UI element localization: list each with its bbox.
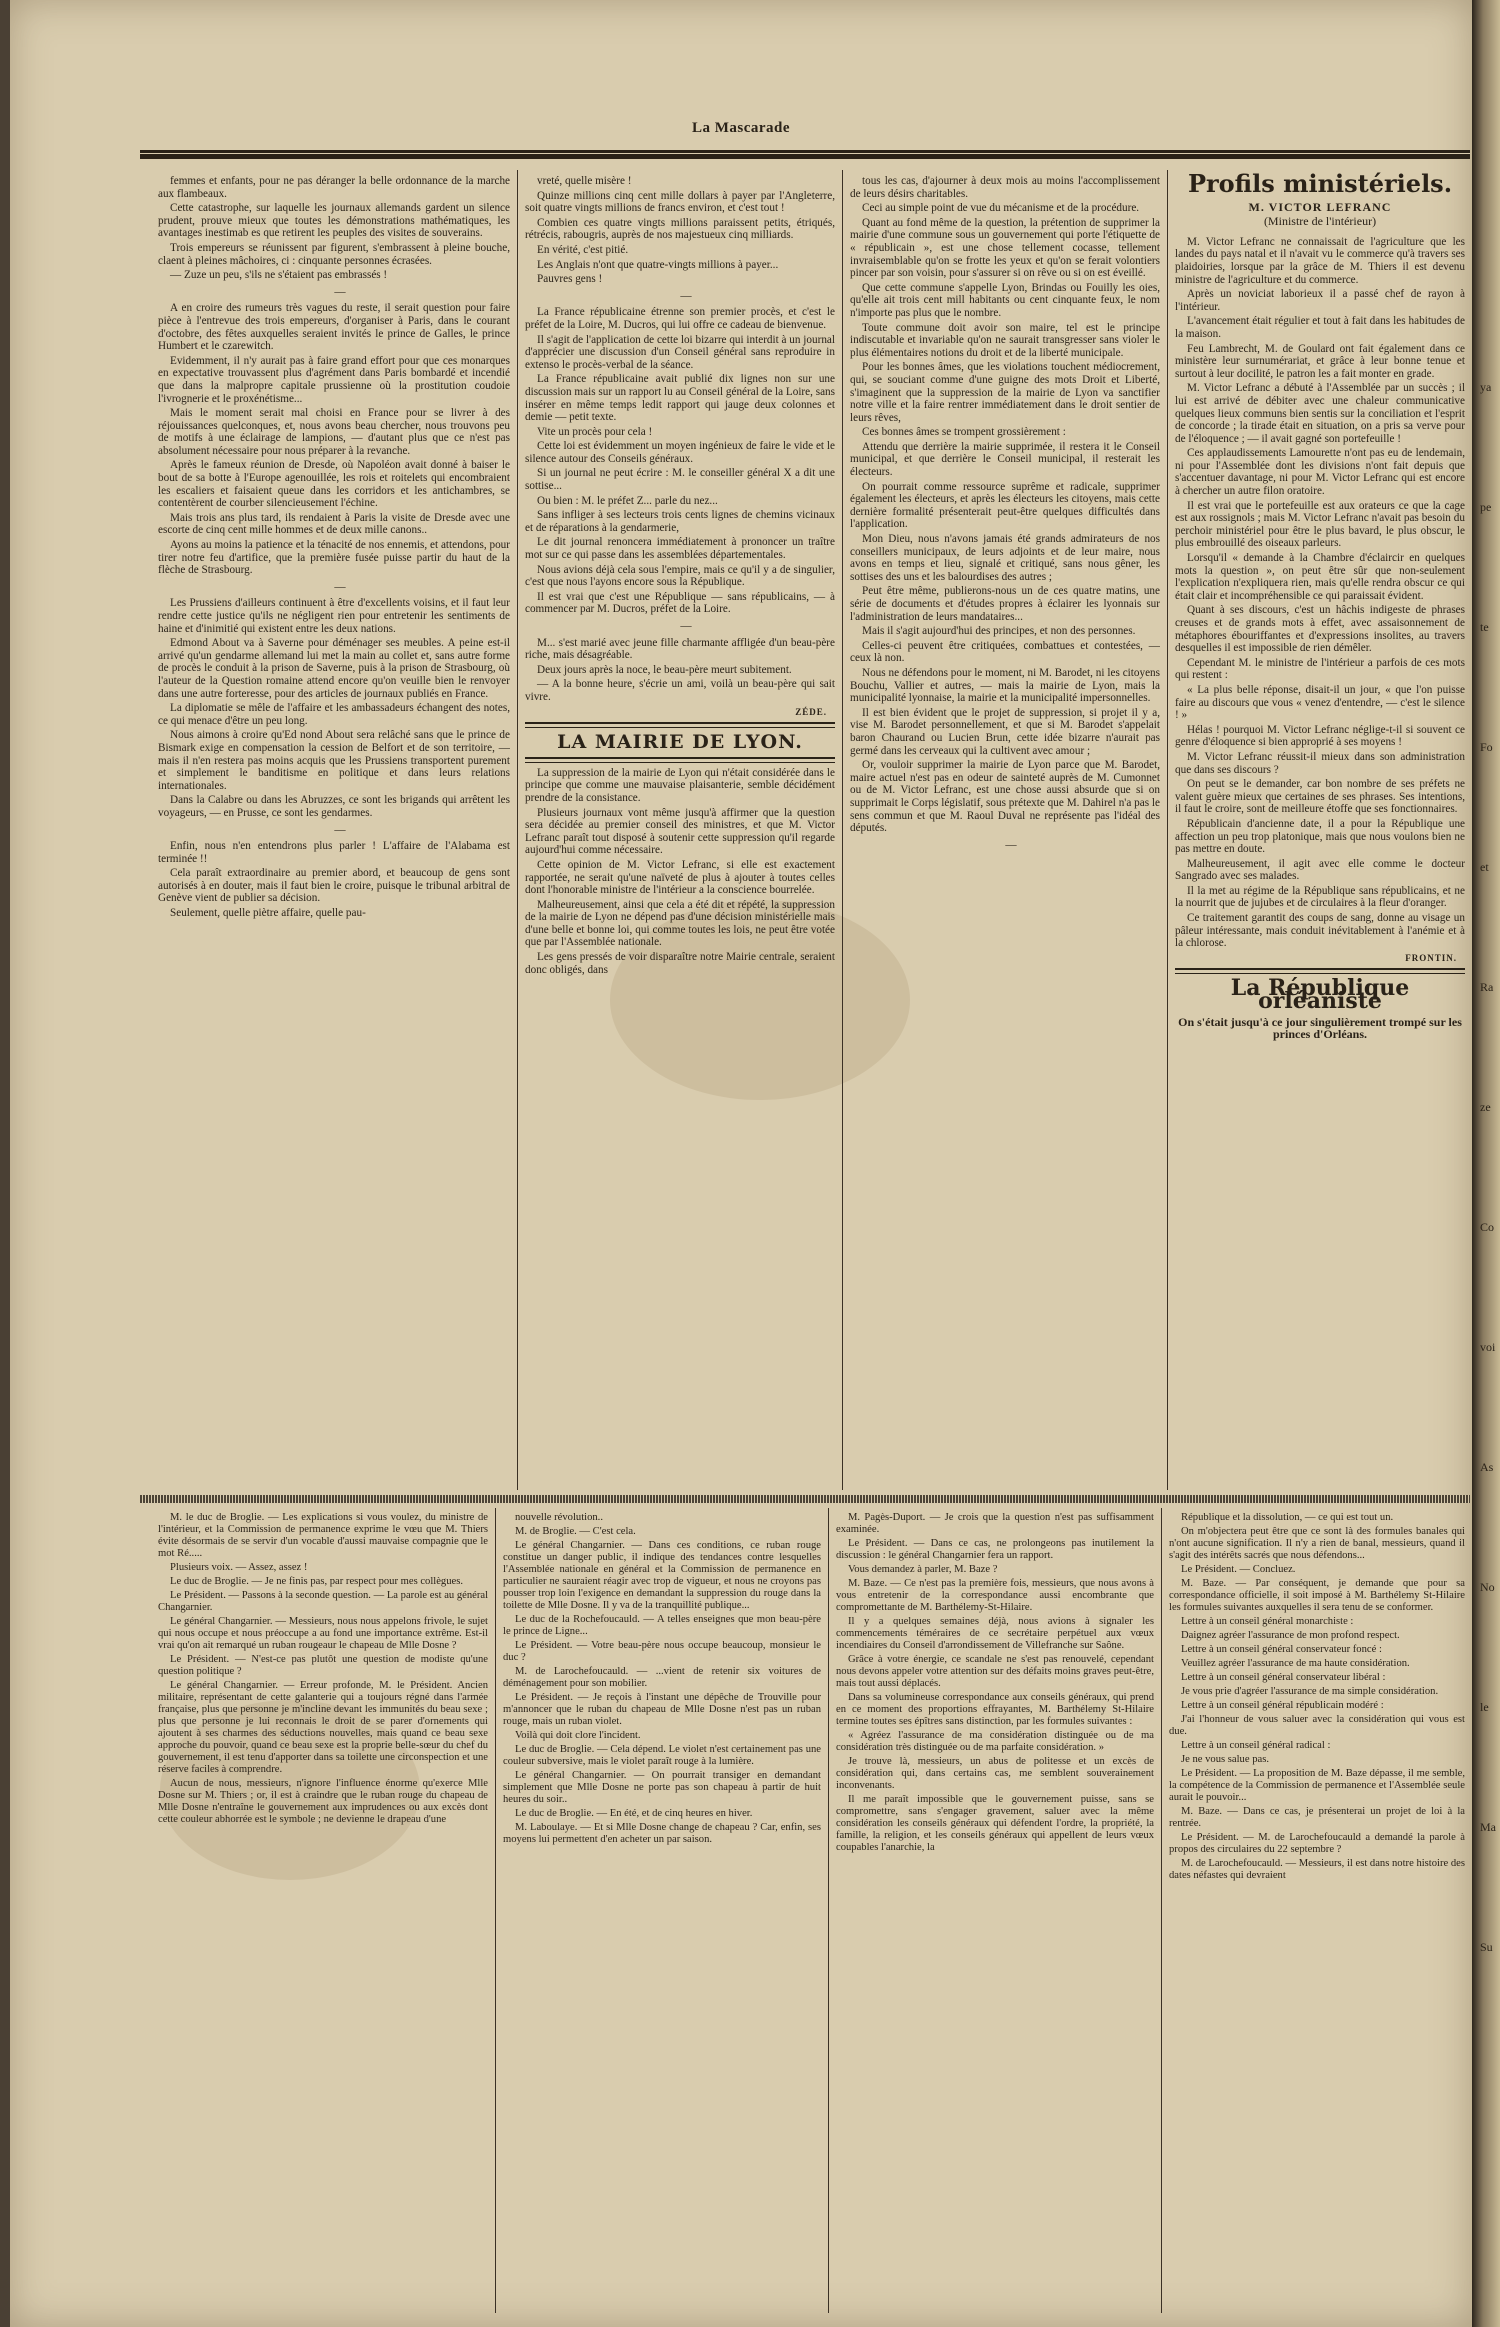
paragraph: Ce traitement garantit des coups de sang, donne au visage un pâleur intéressante, mais conduit inévitablement à l'anémie et à la chlorose.	[1175, 912, 1465, 950]
lower-column-3	[836, 1512, 1154, 2312]
edge-text-fragment: Fo	[1480, 740, 1493, 754]
paragraph: Après le fameux réunion de Dresde, où Napoléon avait donné à baiser le bout de sa botte à l'Europe agenouillée, les rois et roitelets qui encombraient les escaliers et faisaient queue dans les corridors et les antichambres, se contentèrent de courber silencieusement l'échine.	[158, 459, 510, 510]
paragraph: Daignez agréer l'assurance de mon profond respect.	[1181, 1630, 1400, 1641]
paragraph: Le dit journal renoncera immédiatement à prononcer un traître mot sur ce qui passe dans les assemblées départementales.	[525, 536, 835, 562]
newspaper-page	[10, 0, 1472, 2327]
upper-column-4	[1175, 172, 1465, 1487]
masthead: La Mascarade	[691, 120, 791, 136]
paragraph: J'ai l'honneur de vous saluer avec la considération qui vous est due.	[1169, 1714, 1465, 1737]
profile-subject-role: (Ministre de l'intérieur)	[1263, 214, 1377, 229]
paragraph: Vite un procès pour cela !	[537, 425, 653, 438]
paragraph: Lettre à un conseil général radical :	[1181, 1740, 1331, 1751]
lower-column-2	[503, 1512, 821, 2312]
edge-text-fragment: Ra	[1480, 980, 1494, 994]
paragraph: femmes et enfants, pour ne pas déranger la belle ordonnance de la marche aux flambeaux.	[158, 175, 510, 200]
paragraph: Quinze millions cinq cent mille dollars à payer par l'Angleterre, soit quatre vingts millions de francs environ, et c'est tout !	[525, 189, 835, 215]
paragraph: La suppression de la mairie de Lyon qui n'était considérée dans le principe que comme une mauvaise plaisanterie, semble décidément prendre de la consistance.	[525, 766, 835, 804]
paragraph: Mais il s'agit aujourd'hui des principes, et non des personnes.	[862, 625, 1136, 638]
paragraph: Malheureusement, ainsi que cela a été dit et répété, la suppression de la mairie de Lyon ne dépend pas d'une décision ministérielle mais d'une belle et bonne loi, qui comme toutes les lois, ne peut être votée que par l'Assemblée nationale.	[525, 898, 835, 949]
paragraph: Le duc de Broglie. — Cela dépend. Le violet n'est certainement pas une couleur subversive, mais le violet paraît rouge à la lumière.	[503, 1744, 821, 1767]
paragraph: Le Président. — Concluez.	[1181, 1564, 1296, 1575]
paragraph: On pourrait comme ressource suprême et radicale, supprimer également les électeurs, et après les électeurs les citoyens, mais cette dernière formalité présenterait peut-être quelques difficultés dans l'application.	[850, 480, 1160, 531]
paragraph: Veuillez agréer l'assurance de ma haute considération.	[1181, 1658, 1410, 1669]
edge-text-fragment: te	[1480, 620, 1489, 634]
paragraph: M. de Broglie. — C'est cela.	[515, 1526, 636, 1537]
paragraph: —	[680, 620, 692, 632]
edge-text-fragment: Ma	[1480, 1820, 1496, 1834]
paragraph: Le général Changarnier. — Erreur profonde, M. le Président. Ancien militaire, représentant de cette galanterie qui a toujours régné dans l'armée française, plus que personne je m'incline devant les immunités du beau sexe ; plus que personne je lui reconnais le droit de se parer d'ornements qui ajoutent à ses charmes des séductions nouvelles, mais quand ce beau sexe approche du pouvoir, quand ce beau sexe est la proprie belle-sœur du chef du gouvernement, il est tenu d'apporter dans sa toilette une circonspection et une réserve faciles à comprendre.	[158, 1680, 488, 1775]
paragraph: Le Président. — Votre beau-père nous occupe beaucoup, monsieur le duc ?	[503, 1640, 821, 1663]
paragraph: — A la bonne heure, s'écrie un ami, voilà un beau-père qui sait vivre.	[525, 678, 835, 703]
paragraph: Le Président. — Passons à la seconde question. — La parole est au général Changarnier.	[158, 1590, 488, 1613]
paragraph: Il s'agit de l'application de cette loi bizarre qui interdit à un journal d'apprécier une discussion d'un Conseil général sans reproduire in extenso le procès-verbal de la séance.	[525, 333, 835, 371]
column-divider	[828, 1508, 829, 2313]
profile-subject-name: M. VICTOR LEFRANC	[1248, 199, 1392, 214]
paragraph: Quant à ses discours, c'est un hâchis indigeste de phrases creuses et de grands mots à effet, avec assaisonnement de métaphores ébouriffantes et d'expressions insolites, au travers desquelles il est impossible de rien démêler.	[1175, 604, 1465, 655]
paragraph: Combien ces quatre vingts millions paraissent petits, étriqués, rétrécis, rabougris, auprès de nos majestueux cinq milliards.	[525, 216, 835, 242]
paragraph: République et la dissolution, — ce qui est tout un.	[1181, 1512, 1394, 1523]
paragraph: Les Prussiens d'ailleurs continuent à être d'excellents voisins, et il faut leur rendre cette justice qu'ils ne négligent rien pour entretenir les sentiments de haine et d'inimitié qui existent entre les deux nations.	[158, 597, 510, 635]
paragraph: Aucun de nous, messieurs, n'ignore l'influence énorme qu'exerce Mlle Dosne sur M. Thiers ; or, il est à craindre que le ruban rouge du chapeau de Mlle Dosne n'entraîne le gouvernement aux imprudences ou aux excès dont cette couleur abhorrée est le symbole ; ne devienne le drapeau d'une	[158, 1778, 488, 1825]
column-divider	[495, 1508, 496, 2313]
paragraph: Attendu que derrière la mairie supprimée, il restera it le Conseil municipal, et que derrière le Conseil municipal, il resterait les électeurs.	[850, 440, 1160, 479]
headline-rule	[525, 757, 835, 763]
paragraph: —	[680, 289, 692, 302]
paragraph: M. Laboulaye. — Et si Mlle Dosne change de chapeau ? Car, enfin, ses moyens lui permettent d'en acheter un par saison.	[503, 1822, 821, 1845]
paragraph: Il y a quelques semaines déjà, nous avions à signaler les commencements téméraires de ce secrétaire perpétuel aux vœux incendiaires du Conseil d'arrondissement de Villefranche sur Saône.	[836, 1616, 1154, 1651]
paragraph: Deux jours après la noce, le beau-père meurt subitement.	[537, 663, 792, 676]
paragraph: M. Victor Lefranc réussit-il mieux dans son administration que dans ses discours ?	[1175, 750, 1465, 776]
paragraph: Pauvres gens !	[537, 273, 603, 286]
paragraph: Que cette commune s'appelle Lyon, Brindas ou Fouilly les oies, qu'elle ait trois cent mill habitants ou cent cinquante feux, le nom n'importe pas plus que le nombre.	[850, 281, 1160, 319]
headline-mairie-de-lyon: LA MAIRIE DE LYON.	[557, 731, 803, 754]
paragraph: M. Pagès-Duport. — Je crois que la question n'est pas suffisamment examinée.	[836, 1512, 1154, 1535]
column-divider	[1167, 170, 1168, 1490]
paragraph: —	[334, 285, 346, 298]
paragraph: Ces bonnes âmes se trompent grossièrement :	[862, 426, 1066, 439]
paragraph: Seulement, quelle piètre affaire, quelle pau-	[170, 907, 366, 920]
paragraph: M. de Larochefoucauld. — Messieurs, il est dans notre histoire des dates néfastes qui devraient	[1169, 1858, 1465, 1881]
paragraph: Cette catastrophe, sur laquelle les journaux allemands gardent un silence prudent, prouve mieux que toutes les démonstrations mathématiques, les avantages inestimab es que retirent les peuples des visites de souverains.	[158, 202, 510, 240]
signature-zede: ZÉDE.	[795, 706, 827, 717]
paragraph: Lettre à un conseil général républicain modéré :	[1181, 1700, 1384, 1711]
paragraph: Peut être même, publierons-nous un de ces quatre matins, une série de documents et d'études propres à éclairer les lyonnais sur l'administration de leurs mandataires...	[850, 585, 1160, 623]
paragraph: M. Baze. — Dans ce cas, je présenterai un projet de loi à la rentrée.	[1169, 1806, 1465, 1829]
paragraph: Le Président. — Je reçois à l'instant une dépêche de Trouville pour m'annoncer que le ruban du chapeau de Mlle Dosne n'est pas un ruban rouge, mais un ruban violet.	[503, 1692, 821, 1727]
paragraph: La diplomatie se mêle de l'affaire et les ambassadeurs échangent des notes, ce qui menace d'être un peu long.	[158, 702, 510, 727]
paragraph: Ces applaudissements Lamourette n'ont pas eu de lendemain, ni pour l'Assemblée dont les divisions n'ont fait depuis que s'accentuer davantage, ni pour M. Victor Lefranc qui est encore à chercher un autre filon oratoire.	[1175, 447, 1465, 498]
lower-column-1	[158, 1512, 488, 2312]
paragraph: Les gens pressés de voir disparaître notre Mairie centrale, seraient donc obligés, dans	[525, 951, 835, 976]
paragraph: tous les cas, d'ajourner à deux mois au moins l'accomplissement de leurs désirs charitables.	[850, 175, 1160, 200]
paragraph: Mais le moment serait mal choisi en France pour se livrer à des réjouissances quelconques, et, nous avons beau chercher, nous trouvons peu de motifs à une éclairage de lampions, — d'autant plus que ce n'est pas absolument nécessaire pour nous préparer à la revanche.	[158, 407, 510, 457]
paragraph: Grâce à votre énergie, ce scandale ne s'est pas renouvelé, cependant nous devons appeler votre attention sur des défaits moins graves peut-être, mais tout aussi déplacés.	[836, 1654, 1154, 1689]
headline-republique-orleaniste: La République orléaniste	[1230, 975, 1410, 1015]
paragraph: La France républicaine avait publié dix lignes non sur une discussion mais sur un rapport lu au Conseil général de la Loire, sans insérer en même temps ledit rapport qui jauge deux colonnes et demie — petit texte.	[525, 373, 835, 424]
paragraph: Le Président. — M. de Larochefoucauld a demandé la parole à propos des circulaires du 22 septembre ?	[1169, 1832, 1465, 1855]
paragraph: A en croire des rumeurs très vagues du reste, il serait question pour faire pièce à l'entrevue des trois empereurs, d'organiser à Paris, dans le courant d'octobre, des fêtes auxquelles seraient invités le prince de Galles, le prince Humbert et le czarewitch.	[158, 302, 510, 353]
paragraph: Je trouve là, messieurs, un abus de politesse et un excès de considération qui, dans certains cas, me semblent souverainement inconvenants.	[836, 1756, 1154, 1791]
lower-column-4	[1169, 1512, 1465, 2312]
paragraph: Ayons au moins la patience et la ténacité de nos ennemis, et attendons, pour tirer notre feu d'artifice, que la première fusée puisse partir du haut de la flèche de Strasbourg.	[158, 539, 510, 577]
paragraph: Vous demandez à parler, M. Baze ?	[848, 1564, 998, 1575]
paragraph: Il est vrai que le portefeuille est aux orateurs ce que la cage est aux rossignols ; mais M. Victor Lefranc n'avait pas besoin du perchoir ministériel pour être le plus bavard, le plus obscur, le plus embrouillé des oiseaux parleurs.	[1175, 499, 1465, 550]
paragraph: Le duc de la Rochefoucauld. — A telles enseignes que mon beau-père le prince de Ligne...	[503, 1614, 821, 1637]
paragraph: Il est bien évident que le projet de suppression, si projet il y a, vise M. Barodet personnellement, et que si M. Barodet s'appelait baron Chaurand ou Lucien Brun, cette idée bizarre n'aurait pas germé dans les cerveaux qui la cultivent avec amour ;	[850, 706, 1160, 757]
adjacent-page-edge	[1472, 0, 1500, 2327]
paragraph: Le Président. — La proposition de M. Baze dépasse, il me semble, la compétence de la Commission de permanence et l'Assemblée seule aurait le pouvoir...	[1169, 1768, 1465, 1803]
edge-text-fragment: Co	[1480, 1220, 1495, 1234]
headline-rule	[1175, 968, 1465, 974]
paragraph: Dans la Calabre ou dans les Abruzzes, ce sont les brigands qui arrêtent les voyageurs, — en Prusse, ce sont les gendarmes.	[158, 794, 510, 819]
paragraph: Sans infliger à ses lecteurs trois cents lignes de chemins vicinaux et de réparations à la gendarmerie,	[525, 509, 835, 534]
paragraph: Nous avions déjà cela sous l'empire, mais ce qu'il y a de singulier, c'est que nous l'ayons encore sous la République.	[525, 563, 835, 589]
edge-text-fragment: pe	[1480, 500, 1492, 514]
paragraph: Feu Lambrecht, M. de Goulard ont fait également dans ce ministère leur surnumérariat, et grâce à leur bonne tenue et surtout à leur docilité, le patron les a fait monter en grade.	[1175, 342, 1465, 380]
paragraph: Le duc de Broglie. — En été, et de cinq heures en hiver.	[515, 1808, 753, 1819]
paragraph: Républicain d'ancienne date, il a pour la République une affection un peu trop platonique, mais que nous voulons bien ne pas mettre en doute.	[1175, 817, 1465, 856]
paragraph: Quant au fond même de la question, la prétention de supprimer la mairie d'une commune sous un gouvernement qui porte l'étiquette de « républicain », est une chose tellement cocasse, tellement invraisemblable qu'on se frotte les yeux et qu'on se ferait volontiers pincer par son voisin, pour s'assurer si on rêve ou si on est éveillé.	[850, 216, 1160, 280]
paragraph: Edmond About va à Saverne pour déménager ses meubles. A peine est-il arrivé qu'un gendarme allemand lui met la main au collet et, sans autre forme de procès le conduit à la prison de Saverne, puis à la prison de Strasbourg, où l'auteur de la Question romaine attend encore qu'on veuille bien le renvoyer dans une autre forteresse, pour des articles de journaux publiés en France.	[158, 637, 510, 700]
paragraph: — Zuze un peu, s'ils ne s'étaient pas embrassés !	[170, 269, 388, 282]
edge-text-fragment: Su	[1480, 1940, 1493, 1954]
paragraph: On peut se le demander, car bon nombre de ses préfets ne valent guère mieux que certaines de ses phrases. Ses intentions, il faut le croire, sont de meilleure étoffe que ses fonctionnaires.	[1175, 778, 1465, 816]
paragraph: M. le duc de Broglie. — Les explications si vous voulez, du ministre de l'intérieur, et la Commission de permanence exprime le vœu que M. Thiers évite désormais de se servir d'un vocable d'aussi mauvaise compagnie que le mot Ré.....	[158, 1512, 488, 1559]
paragraph: Nous ne défendons pour le moment, ni M. Barodet, ni les citoyens Bouchu, Vallier et autres, — mais la mairie de Lyon, mais la municipalité lyonnaise, la mairie et la municipalité impersonnelles.	[850, 666, 1160, 705]
edge-text-fragment: le	[1480, 1700, 1489, 1714]
paragraph: « La plus belle réponse, disait-il un jour, « que l'on puisse faire au discours que vous « venez d'entendre, — c'est le silence ! »	[1175, 683, 1465, 722]
signature-frontin: FRONTIN.	[1405, 952, 1457, 963]
paragraph: Le général Changarnier. — Dans ces conditions, ce ruban rouge constitue un danger public, il indique des tendances contre lesquelles l'Assemblée nationale en général et la Commission de permanence en particulier ne sauraient réagir avec trop de vigueur, et nous ne croyons pas pousser trop loin l'exigence en demandant la suppression du rouge dans la toilette de Mlle Dosne. Il y va de la tranquillité publique...	[503, 1540, 821, 1611]
section-rule	[140, 1495, 1470, 1503]
paragraph: Le général Changarnier. — Messieurs, nous nous appelons frivole, le sujet qui nous occupe et nous préoccupe a au fond une importance extrême. Est-il vrai qu'on ait remarqué un ruban rougeaur le chapeau de Mlle Dosne ?	[158, 1616, 488, 1651]
paragraph: Lettre à un conseil général conservateur foncé :	[1181, 1644, 1382, 1655]
headline-rule	[525, 722, 835, 728]
paragraph: —	[1005, 838, 1017, 851]
upper-column-3	[850, 175, 1160, 1485]
paragraph: —	[334, 823, 346, 836]
paragraph: Hélas ! pourquoi M. Victor Lefranc néglige-t-il si souvent ce genre d'éloquence si bien approprié à ses moyens !	[1175, 723, 1465, 749]
paragraph: Après un noviciat laborieux il a passé chef de rayon à l'intérieur.	[1175, 288, 1465, 313]
column-divider	[842, 170, 843, 1490]
column-divider	[1161, 1508, 1162, 2313]
paragraph: Le général Changarnier. — On pourrait transiger en demandant simplement que Mlle Dosne ne porte pas son chapeau à partir de huit heures du soir..	[503, 1770, 821, 1805]
paragraph: Voilà qui doit clore l'incident.	[515, 1730, 641, 1741]
edge-text-fragment: No	[1480, 1580, 1495, 1594]
column-divider	[517, 170, 518, 1490]
edge-text-fragment: ze	[1480, 1100, 1491, 1114]
paragraph: Je ne vous salue pas.	[1181, 1754, 1269, 1765]
paragraph: Enfin, nous n'en entendrons plus parler ! L'affaire de l'Alabama est terminée !!	[158, 840, 510, 865]
paragraph: Evidemment, il n'y aurait pas à faire grand effort pour que ces monarques en expectative trouvassent plus d'agrément dans Paris bombardé et incendié que dans la malpropre capitale prussienne où la prostitution coudoie l'ivrognerie et le proxénétisme...	[158, 354, 510, 405]
top-rule	[140, 150, 1470, 159]
paragraph: Cela paraît extraordinaire au premier abord, et beaucoup de gens sont autorisés à en douter, mais il faut bien le croire, puisque le tribunal arbitral de Genève vient de publier sa décision.	[158, 867, 510, 905]
paragraph: Ou bien : M. le préfet Z... parle du nez...	[537, 494, 718, 507]
paragraph: nouvelle révolution..	[515, 1512, 603, 1523]
paragraph: L'avancement était régulier et tout à fait dans les habitudes de la maison.	[1175, 315, 1465, 340]
paragraph: M... s'est marié avec jeune fille charmante affligée d'un beau-père riche, mais désagréable.	[525, 636, 835, 662]
paragraph: Il me paraît impossible que le gouvernement puisse, sans se compromettre, sans s'engager gravement, saluer avec la même considération les conseils généraux qui défendent l'ordre, la propriété, la famille, la religion, et les conseils généraux qui appellent de leurs vœux coupables l'anarchie, la	[836, 1794, 1154, 1853]
paragraph: Malheureusement, il agit avec elle comme le docteur Sangrado avec ses malades.	[1175, 857, 1465, 883]
paragraph: Le Président. — N'est-ce pas plutôt une question de modiste qu'une question politique ?	[158, 1654, 488, 1677]
paragraph: —	[334, 580, 346, 593]
paragraph: Lorsqu'il « demande à la Chambre d'éclaircir en quelques mots la question », on peut être sûr que non-seulement l'explication n'expliquera rien, mais qu'elle rendra obscur ce qui était clair et incompréhensible ce qui paraissait évident.	[1175, 552, 1465, 602]
upper-column-1	[158, 175, 510, 1485]
edge-text-fragment: voi	[1480, 1340, 1496, 1354]
upper-column-2	[525, 175, 835, 1485]
paragraph: Plusieurs voix. — Assez, assez !	[170, 1562, 308, 1573]
subheadline-orleaniste: On s'était jusqu'à ce jour singulièrement trompé sur les princes d'Orléans.	[1178, 1014, 1462, 1042]
paragraph: Mon Dieu, nous n'avons jamais été grands admirateurs de nos conseillers municipaux, de leurs adjoints et de leur maire, nous avons en temps et lieu, signalé et critiqué, sans nous gêner, les sottises des uns et les balourdises des autres ;	[850, 533, 1160, 583]
paragraph: M. Victor Lefranc ne connaissait de l'agriculture que les landes du pays natal et il n'avait vu le commerce qu'à travers ses plaidoiries, lorsque par la grâce de M. Thiers il est devenu ministre de l'agriculture et du commerce.	[1175, 235, 1465, 286]
paragraph: Le duc de Broglie. — Je ne finis pas, par respect pour mes collègues.	[170, 1576, 464, 1587]
edge-text-fragment: et	[1480, 860, 1489, 874]
edge-text-fragment: ya	[1480, 380, 1492, 394]
paragraph: La France républicaine étrenne son premier procès, et c'est le préfet de la Loire, M. Ducros, qui lui offre ce cadeau de bienvenue.	[525, 306, 835, 331]
paragraph: Lettre à un conseil général monarchiste :	[1181, 1616, 1354, 1627]
paragraph: Toute commune doit avoir son maire, tel est le principe indiscutable et invariable qu'on ne saurait transgresser sans violer le plus élémentaires notions du droit et de la liberté municipale.	[850, 321, 1160, 359]
paragraph: « Agréez l'assurance de ma considération distinguée ou de ma considération très distinguée ou de ma parfaite considération. »	[836, 1730, 1154, 1753]
paragraph: Il la met au régime de la République sans républicains, et ne la nourrit que de jujubes et de circulaires à la fleur d'oranger.	[1175, 884, 1465, 910]
paragraph: Cette loi est évidemment un moyen ingénieux de faire le vide et le silence autour des Conseils généraux.	[525, 440, 835, 465]
paragraph: Cependant M. le ministre de l'intérieur a parfois de ces mots qui restent :	[1175, 656, 1465, 682]
paragraph: Ceci au simple point de vue du mécanisme et de la procédure.	[862, 202, 1140, 215]
paragraph: Il est vrai que c'est une République — sans républicains, — à commencer par M. Ducros, préfet de la Loire.	[525, 590, 835, 616]
paragraph: Nous aimons à croire qu'Ed nond About sera relâché sans que le prince de Bismark exige en compensation la cession de Belfort et de son territoire, — mais il n'en restera pas moins acquis que les Prussiens transportent purement et simplement le banditisme en politique et dans leurs relations internationales.	[158, 729, 510, 792]
paragraph: Celles-ci peuvent être critiquées, combattues et contestées, — ceux là non.	[850, 639, 1160, 665]
paragraph: Les Anglais n'ont que quatre-vingts millions à payer...	[537, 258, 779, 271]
headline-profils-ministeriels: Profils ministériels.	[1187, 172, 1453, 198]
paragraph: vreté, quelle misère !	[537, 175, 632, 187]
paragraph: Le Président. — Dans ce cas, ne prolongeons pas inutilement la discussion : le général Changarnier fera un rapport.	[836, 1538, 1154, 1561]
paragraph: M. Baze. — Ce n'est pas la première fois, messieurs, que nous avons à vous entretenir de la correspondance aussi encombrante que compromettante de M. Barthélemy-St-Hilaire.	[836, 1578, 1154, 1613]
paragraph: Or, vouloir supprimer la mairie de Lyon parce que M. Barodet, maire actuel n'est pas en odeur de sainteté auprès de M. Cumonnet ou de M. Victor Lefranc, est une chose aussi absurde que si on supprimait le Corps législatif, sous prétexte que M. Dahirel n'a pas le sens commun et que M. Raoul Duval ne représente pas l'idéal des députés.	[850, 759, 1160, 835]
paragraph: Plusieurs journaux vont même jusqu'à affirmer que la question sera décidée au premier conseil des ministres, et que M. Victor Lefranc paraît tout disposé à soutenir cette suppression qu'il regarde aujourd'hui comme nécessaire.	[525, 806, 835, 857]
paragraph: Lettre à un conseil général conservateur libéral :	[1181, 1672, 1386, 1683]
paragraph: M. Baze. — Par conséquent, je demande que pour sa correspondance officielle, il soit imposé à M. Barthélemy St-Hilaire les formules suivantes auxquelles il sera tenu de se conformer.	[1169, 1578, 1465, 1613]
paragraph: Pour les bonnes âmes, que les violations touchent médiocrement, qui, se souciant comme d'une guigne des mots Droit et Liberté, s'imaginent que la suppression de la mairie de Lyon va sanctifier notre ville et la faire rentrer immédiatement dans le droit sentier de leurs rêves,	[850, 361, 1160, 424]
paragraph: Mais trois ans plus tard, ils rendaient à Paris la visite de Dresde avec une escorte de cinq cent mille hommes et de deux mille canons..	[158, 511, 510, 537]
paragraph: On m'objectera peut être que ce sont là des formules banales qui n'ont aucune signification. Il n'y a rien de banal, messieurs, quand il s'agit des intérêts sacrés que nous défendons...	[1169, 1526, 1465, 1561]
paragraph: Cette opinion de M. Victor Lefranc, si elle est exactement rapportée, ne serait qu'une naïveté de plus à ajouter à toutes celles dont l'honorable ministre de l'intérieur a la conscience bourrelée.	[525, 858, 835, 897]
paragraph: Trois empereurs se réunissent par figurent, s'embrassent à pleine bouche, claent à pleines mâchoires, ci : cinquante personnes écrasées.	[158, 241, 510, 267]
paragraph: Si un journal ne peut écrire : M. le conseiller général X a dit une sottise...	[525, 467, 835, 493]
paragraph: Je vous prie d'agréer l'assurance de ma simple considération.	[1181, 1686, 1439, 1697]
paragraph: M. de Larochefoucauld. — ...vient de retenir six voitures de déménagement pour son mobilier.	[503, 1666, 821, 1689]
paragraph: Dans sa volumineuse correspondance aux conseils généraux, qui prend en ce moment des proportions effrayantes, M. Barthélemy St-Hilaire termine toutes ses épîtres sans distinction, par les formules suivantes :	[836, 1692, 1154, 1727]
edge-text-fragment: As	[1480, 1460, 1494, 1474]
paragraph: En vérité, c'est pitié.	[537, 243, 629, 256]
paragraph: M. Victor Lefranc a débuté à l'Assemblée par un succès ; il lui est arrivé de débiter avec une chaleur communicative quelques lieux communs bien sentis sur la conciliation et l'esprit de concorde ; la tirade était en situation, on a pris sa verve pour de l'éloquence ; — il avait gagné son portefeuille !	[1175, 382, 1465, 445]
